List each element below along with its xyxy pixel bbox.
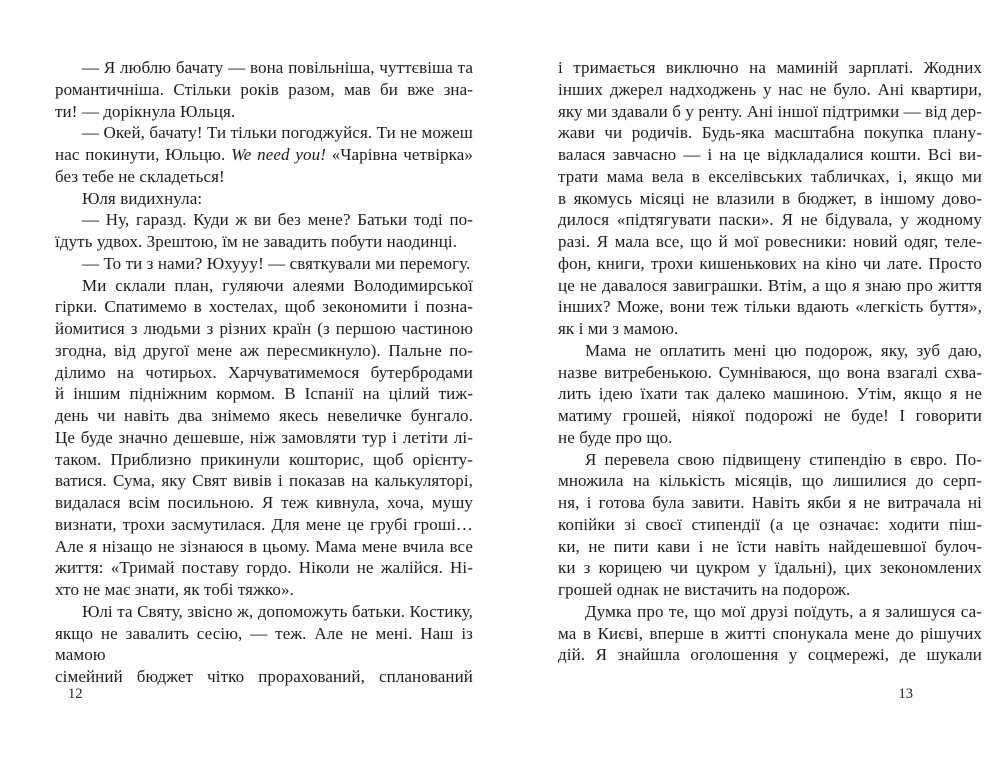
text-line: — Ну, гаразд. Куди ж ви без мене? Батьки тоді по-: [82, 210, 473, 230]
text-line: ділимо на чотирьох. Харчуватимемося бутербродами: [55, 362, 473, 382]
text-line: фон, книги, трохи кишенькових на кіно чи лате. Просто: [558, 253, 982, 273]
text-line: видалася всім посильною. Я теж кивнула, хоча, мушу: [55, 493, 473, 512]
text-line: копійки зі своєї стипендії (а це означає: ходити піш-: [558, 514, 982, 534]
text-line: інших? Може, вони теж тільки вдають «легкість буття»,: [558, 297, 982, 317]
text-line: й іншим підніжним кормом. В Іспанії на цілий тиж-: [55, 384, 473, 404]
text-line: згодна, від другої мене аж пересмикнуло). Пальне по-: [55, 340, 473, 360]
text-line: яку ми здавали б у ренту. Ані іншої підтримки — від дер-: [558, 101, 982, 121]
text-line: Мама не оплатить мені цю подорож, яку, зуб даю,: [585, 340, 982, 360]
text-line: трати мама вела в екселівських табличках, і, якщо ми: [558, 166, 982, 186]
text-line: Юля видихнула:: [82, 188, 203, 208]
text-line: життя: «Тримай поставу гордо. Ніколи не жалійся. Ні-: [55, 558, 473, 578]
text-line: Думка про те, що мої друзі поїдуть, а я залишуся са-: [585, 601, 982, 621]
text-line: Але я нізащо не зізнаюся в цьому. Мама мене вчила все: [55, 536, 473, 556]
page-left: [55, 57, 473, 688]
text-line: хто не має знати, як тобі тяжко».: [55, 580, 294, 599]
text-line: ня, і готова була завити. Навіть якби я не витрачала ні: [558, 493, 982, 512]
text-line: в якомусь місяці не влазили в бюджет, в іншому дово-: [558, 188, 982, 208]
text-line: множила на кількість місяців, що лишилися до серп-: [558, 471, 982, 491]
text-line: — Я люблю бачату — вона повільніша, чуттєвіша та: [82, 58, 473, 77]
text-line: йомитися з людьми з різних країн (з першою частиною: [55, 319, 473, 338]
text-line: Ми склали план, гуляючи алеями Володимирської: [82, 275, 473, 295]
text-line: не буде про що.: [558, 427, 673, 447]
page-number-left: 12: [68, 686, 83, 702]
text-line: дилося «підтягувати паски». Я не бідувала, у жодному: [558, 210, 982, 230]
text-line: Це буде значно дешевше, ніж замовляти тур і летіти лі-: [55, 427, 473, 447]
text-line: — То ти з нами? Юхууу! — святкували ми перемогу.: [82, 253, 471, 273]
text-line: це не давалося завиграшки. Втім, а що я знаю про життя: [558, 275, 982, 295]
text-line: ки, не пити кави і не їсти навіть найдешевшої булоч-: [558, 536, 982, 556]
text-line: грошей однак не вистачить на подорож.: [558, 580, 851, 599]
text-line: ки з корицею чи цукром у їдальні), цих зекономлених: [558, 558, 982, 578]
text-line: гірки. Спатимемо в хостелах, щоб зекономити і позна-: [55, 297, 473, 317]
text-line: лить ідею їхати так далеко машиною. Утім, якщо я не: [558, 384, 982, 404]
text-line: без тебе не складеться!: [55, 166, 225, 186]
text-line: якщо не завалить сесію, — теж. Але не мені. Наш із мамою: [55, 623, 473, 665]
text-line: визнати, трохи засмутилася. Для мене це грубі гроші…: [55, 514, 473, 534]
text-line: нас покинути, Юльцю. We need you! «Чарівна четвірка»: [55, 145, 473, 164]
text-line: таком. Приблизно прикинули кошторис, щоб орієнту-: [55, 449, 473, 469]
text-line: дій. Я знайшла оголошення у соцмережі, де шукали: [558, 645, 982, 665]
text-line: — Окей, бачату! Ти тільки погоджуйся. Ти не можеш: [82, 123, 473, 143]
text-line: сімейний бюджет чітко прорахований, спланований: [55, 667, 473, 686]
text-line: і тримається виключно на маминій зарплаті. Жодних: [558, 58, 982, 77]
text-line: день чи навіть два знімемо якесь невеличке бунгало.: [55, 406, 473, 425]
text-line: ватися. Сума, яку Свят вивів і показав на калькуляторі,: [55, 471, 473, 491]
text-line: як і ми з мамою.: [558, 319, 679, 338]
text-line: валася завчасно — і на це відкладалися кошти. Всі ви-: [558, 145, 982, 164]
text-line: ти! — дорікнула Юльця.: [55, 101, 236, 121]
text-line: Я перевела свою підвищену стипендію в євро. По-: [585, 449, 982, 469]
text-line: жави чи родичів. Будь-яка масштабна покупка плану-: [558, 123, 982, 143]
text-line: інших джерел надходжень у нас не було. Ані квартири,: [558, 79, 982, 99]
text-line: матиму грошей, ніякої подорожі не буде! І говорити: [558, 406, 982, 425]
text-line: Юлі та Святу, звісно ж, допоможуть батьки. Костику,: [82, 601, 473, 621]
page-right: [558, 57, 982, 666]
text-line: ма в Києві, вперше в житті спонукала мене до рішучих: [558, 623, 982, 643]
text-line: разі. Я мала все, що й мої ровесники: новий одяг, теле-: [558, 232, 982, 251]
text-line: їдуть удвох. Зрештою, їм не завадить побути наодинці.: [55, 232, 458, 251]
page-number-right: 13: [898, 686, 913, 702]
text-line: назве витребенькою. Сумніваюся, що вона взагалі схва-: [558, 362, 982, 382]
text-line: романтичніша. Стільки років разом, мав би вже зна-: [55, 79, 473, 99]
